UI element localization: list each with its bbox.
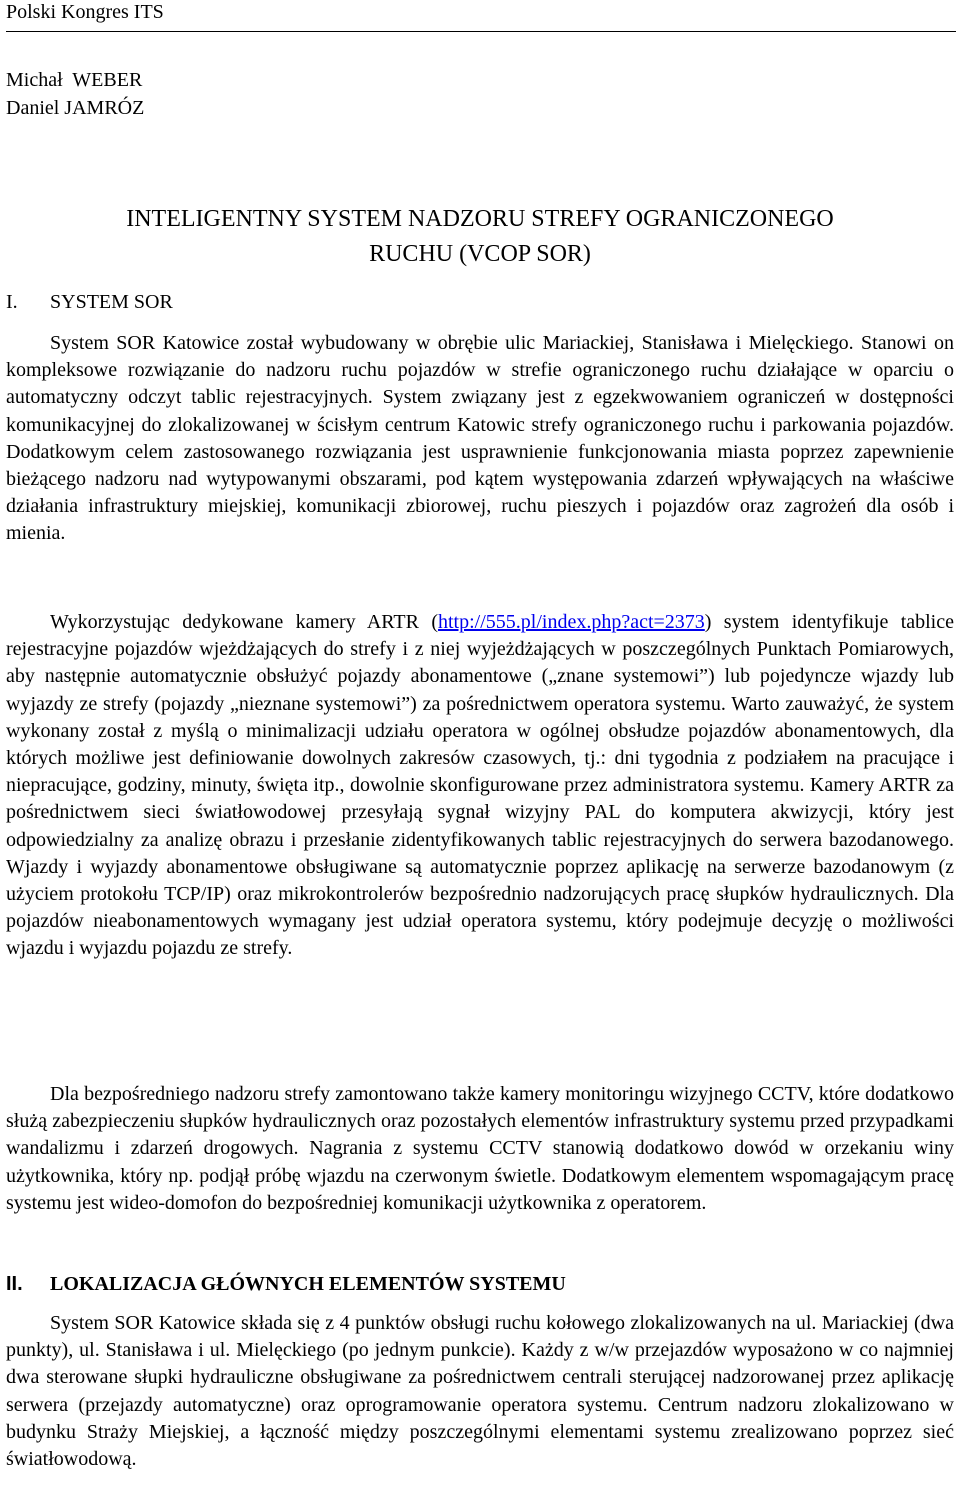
section-number: II. [6,1273,23,1295]
reference-link[interactable]: http://555.pl/index.php?act=2373 [438,611,705,633]
section-title: LOKALIZACJA GŁÓWNYCH ELEMENTÓW SYSTEMU [50,1273,566,1295]
section-heading [6,288,173,316]
body-paragraph: System SOR Katowice został wybudowany w obrębie ulic Mariackiej, Stanisława i Mielęckiego. Stanowi on kompleksowe rozwiązanie do nadzoru ruchu pojazdów w strefie ograniczonego ruchu działające w oparciu o automatyczny odczyt tablic rejestracyjnych. System związany jest z egzekwowaniem ograniczeń w dostępności komunikacyjnej do zlokalizowanej w ścisłym centrum Katowic strefy ograniczonego ruchu i parkowania pojazdów. Dodatkowym celem zastosowanego rozwiązania jest usprawnienie funkcjonowania miasta poprzez zapewnienie bieżącego nadzoru nad wytypowanymi obszarami, pod kątem występowania zdarzeń wpływających na właściwe działania infrastruktury miejskiej, komunikacji zbiorowej, ruchu pieszych i pojazdów oraz zagrożeń dla osób i mienia. [6,332,954,545]
section-heading [6,1270,566,1298]
author-name: Daniel JAMRÓZ [6,97,145,119]
authors-block [6,66,144,122]
paper-title-line: RUCHU (VCOP SOR) [369,241,591,267]
header-rule [6,31,956,32]
paper-title-line: INTELIGENTNY SYSTEM NADZORU STREFY OGRANICZONEGO [126,206,834,232]
paper-title [0,202,960,272]
body-paragraph [6,609,954,963]
body-paragraph: Dla bezpośredniego nadzoru strefy zamontowano także kamery monitoringu wizyjnego CCTV, które dodatkowo służą zabezpieczeniu słupków hydraulicznych oraz pozostałych elementów infrastruktury systemu przed przypadkami wandalizmu i zdarzeń drogowych. Nagrania z systemu CCTV stanowią dodatkowo dowód w orzekaniu winy użytkownika, który np. podjął próbę wjazdu na czerwonym świetle. Dodatkowym elementem wspomagającym pracę systemu jest wideo-domofon do bezpośredniej komunikacji użytkownika z operatorem. [6,1083,954,1214]
paragraph-text: ) system identyfikuje tablice rejestracyjne pojazdów wjeżdżających do strefy i z niej wyjeżdżających w poszczególnych Punktach Pomiarowych, aby następnie automatycznie obsłużyć pojazdy abonamentowe („znane systemowi”) lub pojedyncze wjazdy lub wyjazdy ze strefy (pojazdy „nieznane systemowi”) za pośrednictwem operatora systemu. Warto zauważyć, że system wykonany został z myślą o minimalizacji udziału operatora w ogólnej obsłudze pojazdów abonamentowych, dla których możliwe jest definiowanie dowolnych zakresów czasowych, tj.: dni tygodnia z podziałem na pracujące i niepracujące, godziny, minuty, święta itp., dowolnie skonfigurowane przez administratora systemu. Kamery ARTR za pośrednictwem sieci światłowodowej przesyłają sygnał wizyjny PAL do komputera akwizycji, który jest odpowiedzialny za analizę obrazu i przesłanie zidentyfikowanych tablic rejestracyjnych do serwera bazodanowego. Wjazdy i wyjazdy abonamentowe obsługiwane są automatycznie poprzez aplikację na serwerze bazodanowym (z użyciem protokołu TCP/IP) oraz mikrokontrolerów bezpośrednio nadzorujących pracę słupków hydraulicznych. Dla pojazdów nieabonamentowych wymagany jest udział operatora systemu, który podejmuje decyzję o możliwości wjazdu i wyjazdu pojazdu ze strefy. [6,611,954,960]
section-title: SYSTEM SOR [50,291,173,313]
paragraph-text: Wykorzystując dedykowane kamery ARTR ( [50,611,438,633]
body-paragraph: System SOR Katowice składa się z 4 punktów obsługi ruchu kołowego zlokalizowanych na ul. Mariackiej (dwa punkty), ul. Stanisława i ul. Mielęckiego (po jednym punkcie). Każdy z w/w przejazdów wyposażono w co najmniej dwa sterowane słupki hydrauliczne obsługiwane za pośrednictwem centrali sterującej nadzorowanej przez aplikację serwera (przejazdy automatyczne) oraz oprogramowanie operatora systemu. Centrum nadzoru zlokalizowano w budynku Straży Miejskiej, a łączność między poszczególnymi elementami systemu zrealizowano poprzez sieć światłowodową. [6,1312,954,1471]
running-header: Polski Kongres ITS [6,1,164,23]
author-name: Michał WEBER [6,69,143,91]
section-number: I. [6,291,18,313]
